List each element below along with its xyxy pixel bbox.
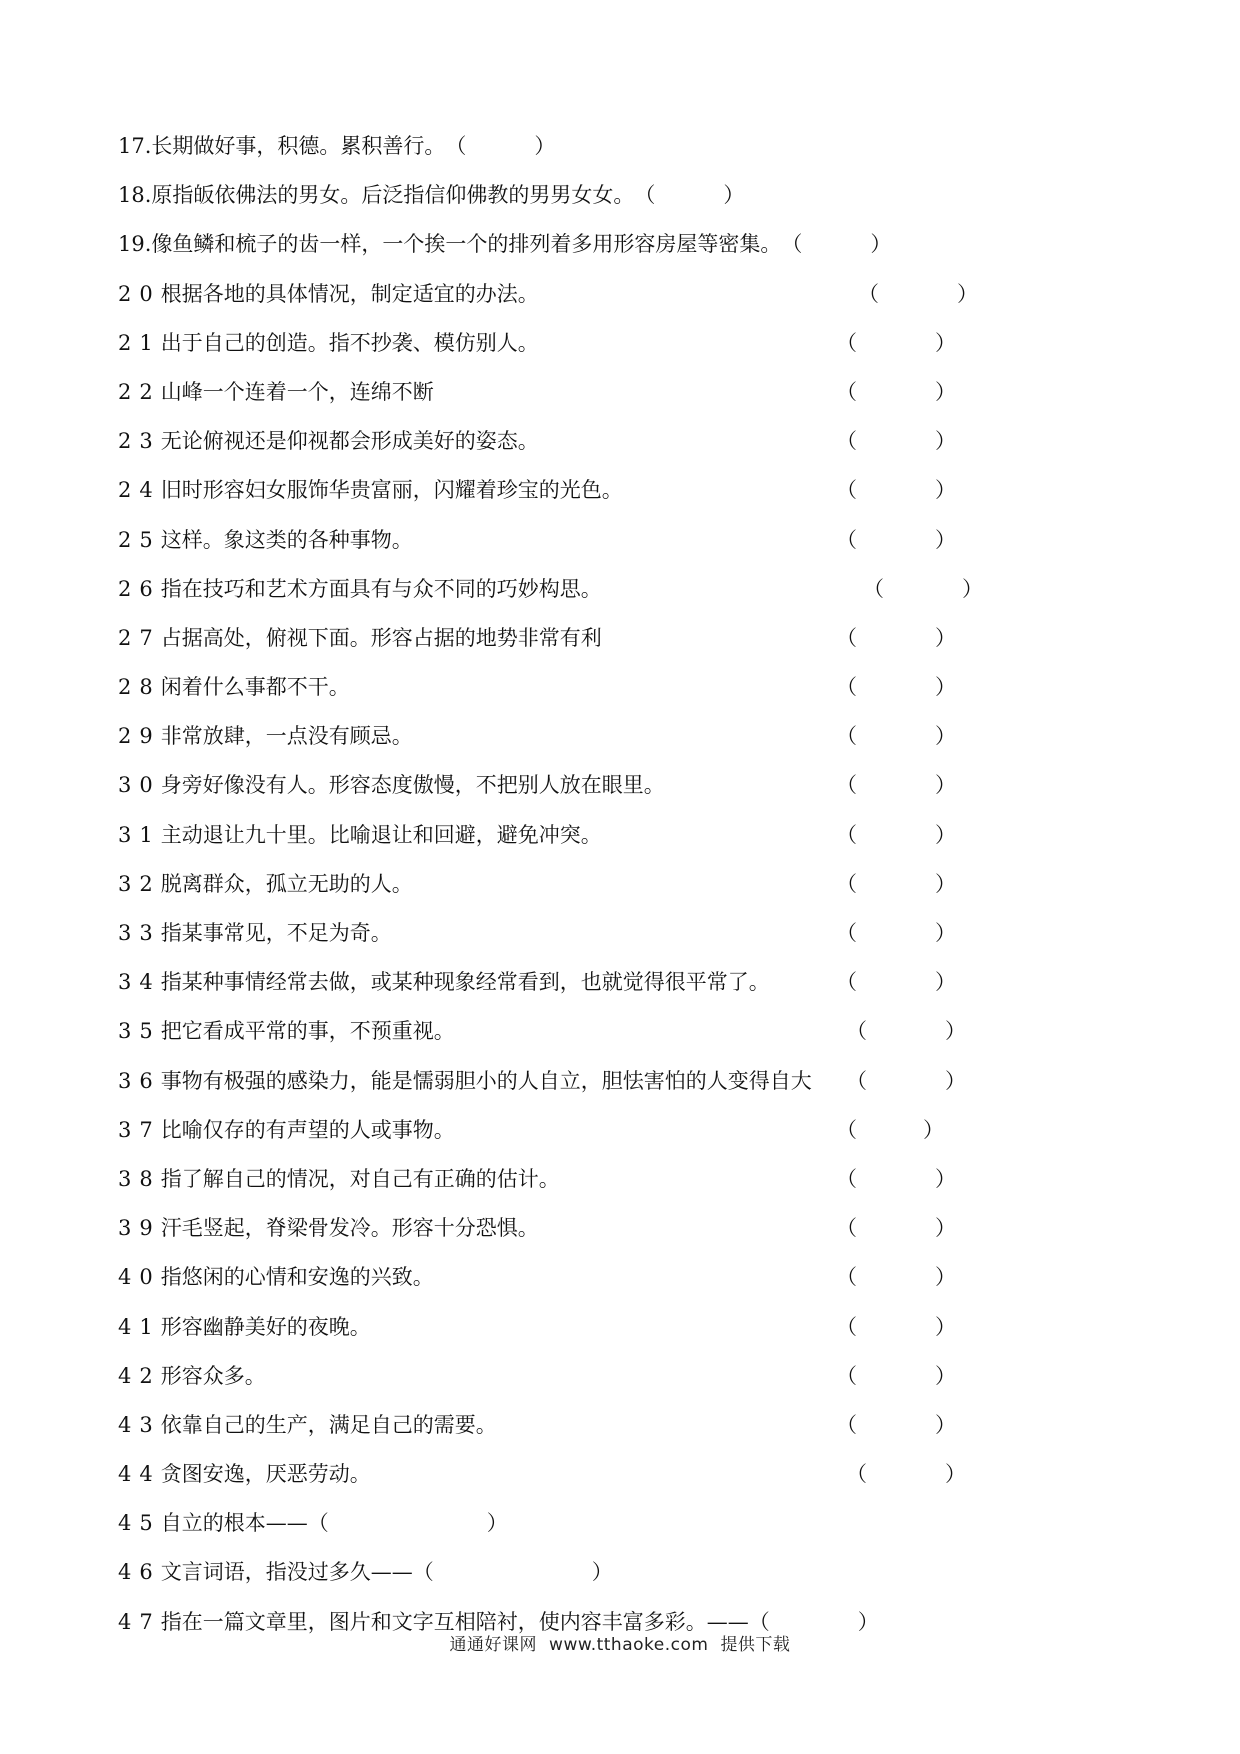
question-row [118,1061,1148,1110]
question-text: 形容幽静美好的夜晚。 [160,1314,371,1339]
open-bracket: （ [836,1216,857,1241]
question-text: 贪图安逸，厌恶劳动。 [160,1462,371,1487]
question-list [118,126,1148,1651]
answer-blank[interactable] [836,667,956,707]
question-row [118,1503,1148,1552]
open-bracket: （ [836,675,857,700]
open-bracket: （ [634,183,656,208]
answer-blank[interactable] [781,224,891,264]
open-bracket: （ [836,773,857,798]
answer-blank[interactable] [836,372,956,412]
question-text: 比喻仅存的有声望的人或事物。 [160,1117,455,1142]
question-row [118,175,1148,224]
question-number: 39 [118,1216,161,1241]
open-bracket: （ [836,724,857,749]
answer-blank[interactable] [413,1552,613,1592]
close-bracket: ） [857,1609,879,1634]
answer-blank[interactable] [634,175,744,215]
close-bracket: ） [957,281,978,306]
question-row [118,913,1148,962]
answer-blank[interactable] [846,1454,966,1494]
open-bracket: （ [836,970,857,995]
open-bracket: （ [863,576,884,601]
question-number: 20 [118,281,161,306]
answer-blank[interactable] [836,618,956,658]
answer-blank[interactable] [836,765,956,805]
question-row [118,126,1148,175]
question-text: 事物有极强的感染力，能是懦弱胆小的人自立，胆怯害怕的人变得自大 [160,1068,812,1093]
close-bracket: ） [945,1019,966,1044]
open-bracket: （ [748,1609,770,1634]
question-row [118,520,1148,569]
question-row [118,1257,1148,1306]
question-text: 山峰一个连着一个，连绵不断 [160,379,434,404]
close-bracket: ） [935,1314,956,1339]
footer-suffix: 提供下载 [720,1635,791,1655]
question-number: 29 [118,724,161,749]
close-bracket: ） [935,429,956,454]
question-row [118,962,1148,1011]
question-number: 38 [118,1166,161,1191]
answer-blank[interactable] [858,274,978,314]
close-bracket: ） [935,1412,956,1437]
answer-blank[interactable] [836,864,956,904]
open-bracket: （ [836,871,857,896]
answer-blank[interactable] [836,323,956,363]
question-row [118,1405,1148,1454]
question-text: 占据高处，俯视下面。形容占据的地势非常有利 [160,625,602,650]
question-text: 脱离群众，孤立无助的人。 [160,871,413,896]
question-text: 原指皈依佛法的男女。后泛指信仰佛教的男男女女。 [151,183,635,208]
question-number: 18. [118,183,152,208]
question-number: 40 [118,1265,161,1290]
open-bracket: （ [836,1363,857,1388]
close-bracket: ） [870,232,892,257]
question-number: 32 [118,871,161,896]
open-bracket: （ [836,625,857,650]
close-bracket: ） [534,134,556,158]
question-row [118,323,1148,372]
question-number: 30 [118,773,161,798]
close-bracket: ） [591,1560,613,1585]
question-row [118,569,1148,618]
question-number: 46 [118,1560,161,1585]
footer-site-name: 通通好课网 [449,1635,538,1655]
answer-blank[interactable] [836,1208,956,1248]
close-bracket: ） [935,871,956,896]
answer-blank[interactable] [863,569,983,609]
open-bracket: （ [846,1068,867,1093]
question-text: 像鱼鳞和梳子的齿一样，一个挨一个的排列着多用形容房屋等密集。 [151,232,782,257]
close-bracket: ） [945,1462,966,1487]
open-bracket: （ [836,1166,857,1191]
answer-blank[interactable] [836,716,956,756]
close-bracket: ） [935,1363,956,1388]
open-bracket: （ [445,134,467,158]
close-bracket: ） [935,330,956,355]
question-row [118,1159,1148,1208]
question-row [118,1110,1148,1159]
question-row [118,274,1148,323]
answer-blank[interactable] [836,520,956,560]
open-bracket: （ [836,1314,857,1339]
question-row [118,815,1148,864]
question-row [118,1454,1148,1503]
question-number: 35 [118,1019,161,1044]
question-text: 指在一篇文章里，图片和文字互相陪衬，使内容丰富多彩。—— [160,1609,749,1634]
question-text: 身旁好像没有人。形容态度傲慢，不把别人放在眼里。 [160,773,665,798]
close-bracket: ） [935,773,956,798]
close-bracket: ） [723,183,745,208]
close-bracket: ） [935,921,956,945]
close-bracket: ） [935,1166,956,1191]
answer-blank[interactable] [836,1356,956,1396]
question-number: 37 [118,1117,161,1142]
open-bracket: （ [836,1412,857,1437]
close-bracket: ） [935,970,956,995]
question-row [118,421,1148,470]
close-bracket: ） [935,527,956,552]
answer-blank[interactable] [846,1061,966,1101]
close-bracket: ） [935,724,956,749]
question-number: 44 [118,1462,161,1487]
question-text: 依靠自己的生产，满足自己的需要。 [160,1412,497,1437]
question-text: 指了解自己的情况，对自己有正确的估计。 [160,1166,560,1191]
answer-blank[interactable] [308,1503,508,1543]
answer-blank[interactable] [836,470,956,510]
close-bracket: ） [945,1068,966,1093]
answer-blank[interactable] [836,1257,956,1297]
question-text: 指某种事情经常去做，或某种现象经常看到，也就觉得很平常了。 [160,970,770,995]
question-row [118,470,1148,519]
close-bracket: ） [935,1265,956,1290]
answer-blank[interactable] [836,962,956,1002]
open-bracket: （ [836,1117,857,1142]
footer-url[interactable]: www.tthaoke.com [549,1635,709,1655]
question-number: 31 [118,822,161,847]
question-text: 形容众多。 [160,1363,266,1388]
question-row [118,618,1148,667]
question-text: 旧时形容妇女服饰华贵富丽，闪耀着珍宝的光色。 [160,478,623,503]
question-number: 42 [118,1363,161,1388]
question-number: 36 [118,1068,161,1093]
page-footer [0,1630,1240,1655]
question-row [118,864,1148,913]
question-text: 长期做好事，积德。累积善行。 [151,134,446,158]
question-row [118,667,1148,716]
question-text: 自立的根本—— [160,1511,308,1536]
question-number: 19. [118,232,152,257]
open-bracket: （ [836,330,857,355]
answer-blank[interactable] [836,1159,956,1199]
open-bracket: （ [858,281,879,306]
question-number: 23 [118,429,161,454]
question-row [118,372,1148,421]
open-bracket: （ [836,921,857,945]
close-bracket: ） [486,1511,508,1536]
answer-blank[interactable] [846,1011,966,1051]
answer-blank[interactable] [445,126,555,166]
close-bracket: ） [935,675,956,700]
question-row [118,716,1148,765]
answer-blank[interactable] [836,421,956,461]
open-bracket: （ [836,1265,857,1290]
question-number: 26 [118,576,161,601]
close-bracket: ） [935,625,956,650]
close-bracket: ） [935,379,956,404]
open-bracket: （ [412,1560,434,1585]
question-number: 17. [118,134,152,158]
question-text: 汗毛竖起，脊梁骨发冷。形容十分恐惧。 [160,1216,539,1241]
close-bracket: ） [962,576,983,601]
question-number: 28 [118,675,161,700]
question-text: 指某事常见，不足为奇。 [160,921,392,945]
question-text: 指悠闲的心情和安逸的兴致。 [160,1265,434,1290]
question-row [118,765,1148,814]
open-bracket: （ [836,527,857,552]
question-number: 21 [118,330,161,355]
close-bracket: ） [935,478,956,503]
question-number: 34 [118,970,161,995]
question-number: 41 [118,1314,161,1339]
question-row [118,1552,1148,1601]
question-text: 闲着什么事都不干。 [160,675,350,700]
question-number: 24 [118,478,161,503]
answer-blank[interactable] [836,1307,956,1347]
question-text: 把它看成平常的事，不预重视。 [160,1019,455,1044]
question-text: 根据各地的具体情况，制定适宜的办法。 [160,281,539,306]
question-number: 33 [118,921,161,945]
question-text: 非常放肆，一点没有顾忌。 [160,724,413,749]
answer-blank[interactable] [836,815,956,855]
open-bracket: （ [836,822,857,847]
question-number: 43 [118,1412,161,1437]
question-number: 45 [118,1511,161,1536]
question-text: 这样。象这类的各种事物。 [160,527,413,552]
question-number: 27 [118,625,161,650]
question-row [118,224,1148,273]
question-text: 主动退让九十里。比喻退让和回避，避免冲突。 [160,822,602,847]
open-bracket: （ [846,1019,867,1044]
question-number: 25 [118,527,161,552]
close-bracket: ） [935,1216,956,1241]
question-text: 指在技巧和艺术方面具有与众不同的巧妙构思。 [160,576,602,601]
open-bracket: （ [781,232,803,257]
answer-blank[interactable] [836,1405,956,1445]
question-number: 22 [118,379,161,404]
open-bracket: （ [836,379,857,404]
question-row [118,1208,1148,1257]
question-row [118,1307,1148,1356]
open-bracket: （ [836,429,857,454]
question-text: 出于自己的创造。指不抄袭、模仿别人。 [160,330,539,355]
answer-blank[interactable] [836,1110,944,1150]
open-bracket: （ [846,1462,867,1487]
answer-blank[interactable] [836,913,956,953]
close-bracket: ） [923,1117,944,1142]
open-bracket: （ [307,1511,329,1536]
question-row [118,1356,1148,1405]
question-number: 47 [118,1609,161,1634]
question-text: 无论俯视还是仰视都会形成美好的姿态。 [160,429,539,454]
question-row [118,1011,1148,1060]
question-text: 文言词语，指没过多久—— [160,1560,413,1585]
open-bracket: （ [836,478,857,503]
close-bracket: ） [935,822,956,847]
